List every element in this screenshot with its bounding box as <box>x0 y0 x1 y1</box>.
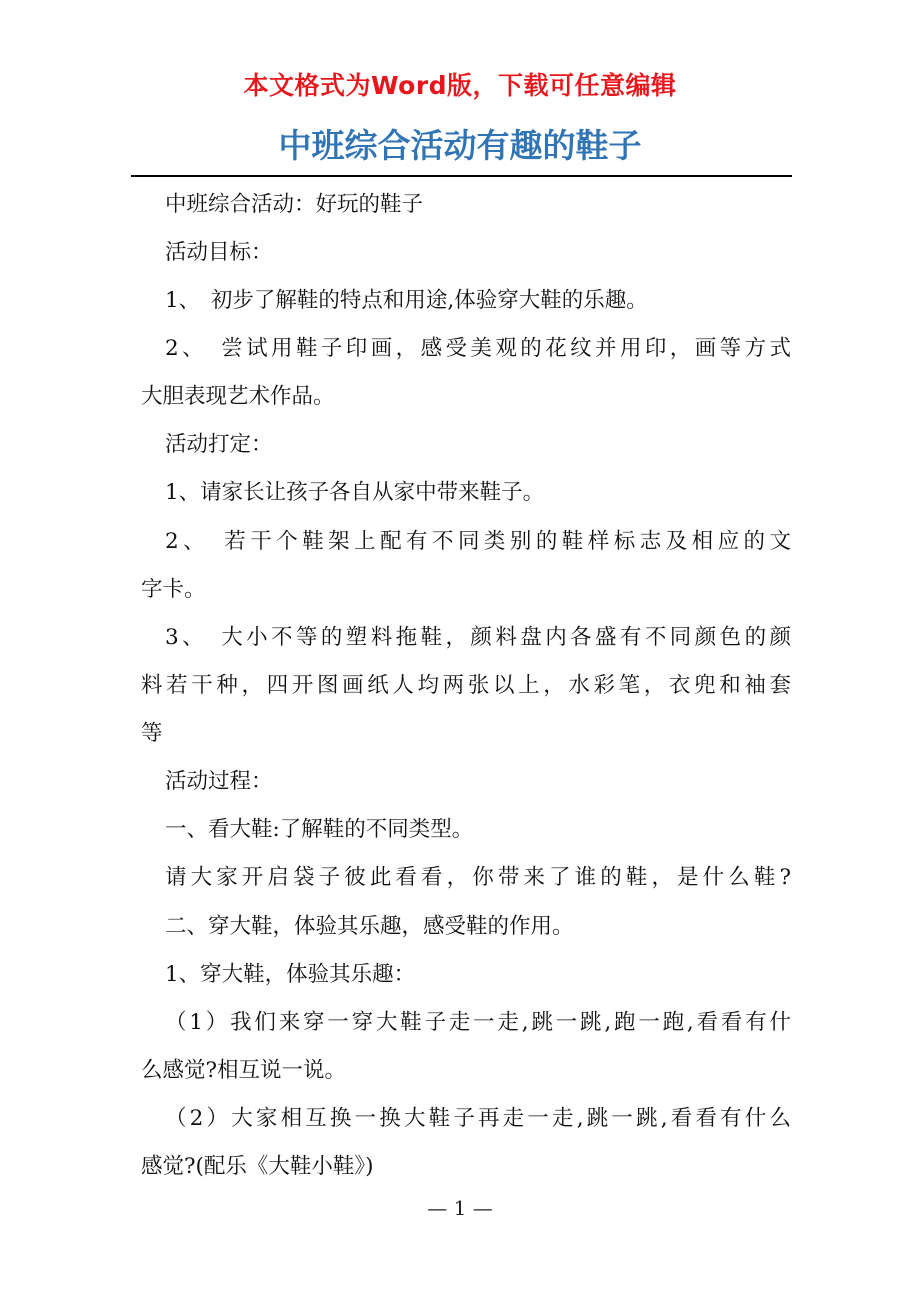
format-notice-banner: 本文格式为Word版，下载可任意编辑 <box>243 71 677 100</box>
paragraph-line: 2、 若干个鞋架上配有不同类别的鞋样标志及相应的文 <box>165 529 791 554</box>
paragraph-line: 活动打定： <box>165 432 273 457</box>
paragraph-line: 字卡。 <box>141 577 206 602</box>
paragraph-line: （1）我们来穿一穿大鞋子走一走,跳一跳,跑一跑,看看有什 <box>165 1010 791 1035</box>
page-number: — 1 — <box>427 1196 493 1220</box>
paragraph-line: 活动过程： <box>165 769 273 794</box>
paragraph-line: 么感觉?相互说一说。 <box>141 1058 347 1083</box>
paragraph-line: 1、穿大鞋，体验其乐趣： <box>165 962 416 987</box>
paragraph-line: 一、看大鞋:了解鞋的不同类型。 <box>165 817 474 842</box>
paragraph-line: （2）大家相互换一换大鞋子再走一走,跳一跳,看看有什么 <box>165 1106 791 1131</box>
paragraph-line: 二、穿大鞋，体验其乐趣，感受鞋的作用。 <box>165 914 574 939</box>
paragraph-line: 大胆表现艺术作品。 <box>141 384 335 409</box>
paragraph-line: 请大家开启袋子彼此看看，你带来了谁的鞋，是什么鞋? <box>165 865 791 890</box>
paragraph-line: 1、请家长让孩子各自从家中带来鞋子。 <box>165 480 545 505</box>
paragraph-line: 3、 大小不等的塑料拖鞋，颜料盘内各盛有不同颜色的颜 <box>165 625 791 650</box>
paragraph-line: 2、 尝试用鞋子印画，感受美观的花纹并用印，画等方式 <box>165 336 791 361</box>
paragraph-line: 料若干种，四开图画纸人均两张以上，水彩笔，衣兜和袖套 <box>141 673 791 698</box>
paragraph-line: 1、 初步了解鞋的特点和用途,体验穿大鞋的乐趣。 <box>165 288 648 313</box>
document-title: 中班综合活动有趣的鞋子 <box>278 126 642 165</box>
paragraph-line: 感觉?(配乐《大鞋小鞋》) <box>141 1154 374 1179</box>
paragraph-line: 中班综合活动：好玩的鞋子 <box>165 192 424 217</box>
paragraph-line: 等 <box>141 721 163 746</box>
paragraph-line: 活动目标： <box>165 240 273 265</box>
title-divider <box>131 175 792 177</box>
